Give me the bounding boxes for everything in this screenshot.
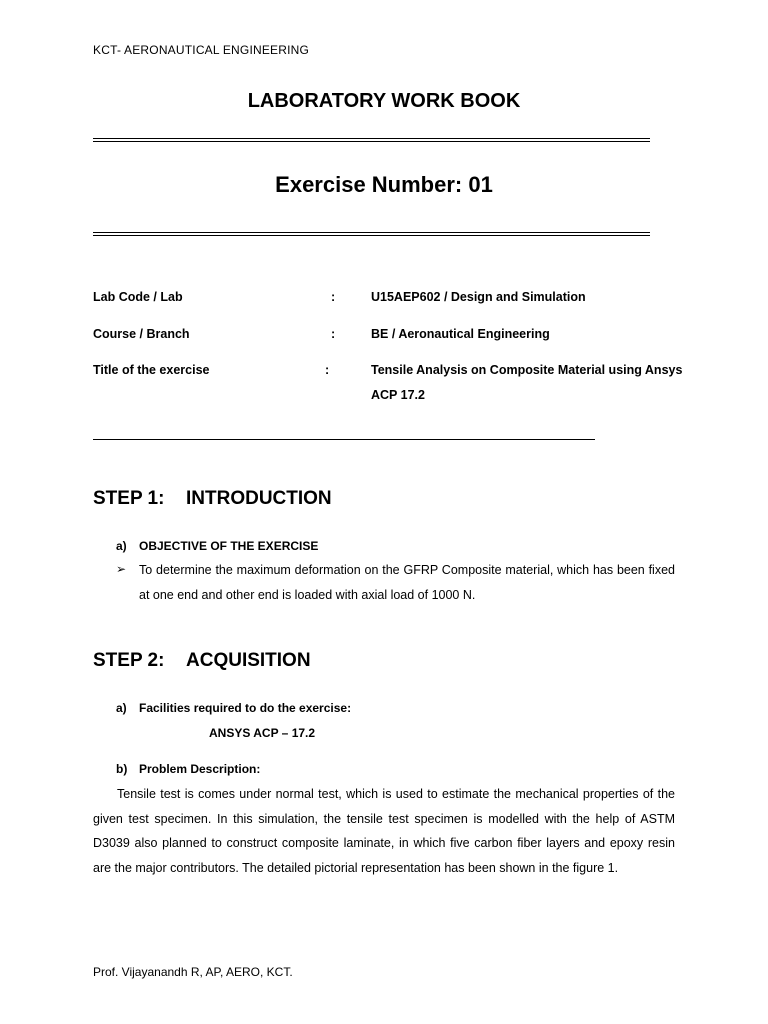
exercise-title: Exercise Number: 01 [275, 172, 493, 197]
step2-sub-b-title: Problem Description: [139, 762, 261, 776]
problem-description: Tensile test is comes under normal test, which is used to estimate the mechanical properties of the given test specimen. In this simulation, the tensile test specimen is modelled with the help of ASTM D3039 also planned to construct composite laminate, in which five carbon fiber layers and epoxy resin are the major contributors. The detailed pictorial representation has been shown in the figure 1. [93, 787, 675, 875]
double-rule-top [93, 138, 650, 142]
info-colon: : [325, 363, 330, 377]
info-label-lab-code: Lab Code / Lab [93, 290, 183, 304]
info-value-title-line1: Tensile Analysis on Composite Material using Ansys [371, 363, 683, 377]
step2-number: STEP 2: [93, 650, 165, 671]
section-divider [93, 439, 595, 440]
info-value-title-line2: ACP 17.2 [371, 388, 425, 402]
step2-name: ACQUISITION [186, 650, 311, 671]
header-org: KCT- AERONAUTICAL ENGINEERING [93, 43, 310, 57]
step1-heading [93, 488, 332, 510]
footer-author: Prof. Vijayanandh R, AP, AERO, KCT. [93, 965, 293, 979]
bullet-arrow-icon: ➢ [116, 562, 127, 576]
step2-sub-a-title: Facilities required to do the exercise: [139, 701, 352, 715]
step1-sub-a-marker: a) [116, 539, 127, 553]
objective-text: To determine the maximum deformation on the GFRP Composite material, which has been fixed at one end and other end is loaded with axial load of 1000 N. [139, 563, 675, 602]
facility-item: ANSYS ACP – 17.2 [209, 726, 316, 740]
info-colon: : [331, 290, 336, 304]
book-title: LABORATORY WORK BOOK [247, 90, 521, 112]
info-value-lab-code: U15AEP602 / Design and Simulation [371, 290, 586, 304]
step2-sub-b-marker: b) [116, 762, 128, 776]
info-colon: : [331, 327, 336, 341]
info-label-title: Title of the exercise [93, 363, 210, 377]
double-rule-bottom [93, 232, 650, 236]
info-label-course: Course / Branch [93, 327, 190, 341]
info-value-course: BE / Aeronautical Engineering [371, 327, 550, 341]
step1-number: STEP 1: [93, 488, 165, 509]
step2-sub-a-marker: a) [116, 701, 127, 715]
step2-heading [93, 650, 311, 672]
step1-sub-a-title: OBJECTIVE OF THE EXERCISE [139, 539, 319, 553]
step1-name: INTRODUCTION [186, 488, 332, 509]
